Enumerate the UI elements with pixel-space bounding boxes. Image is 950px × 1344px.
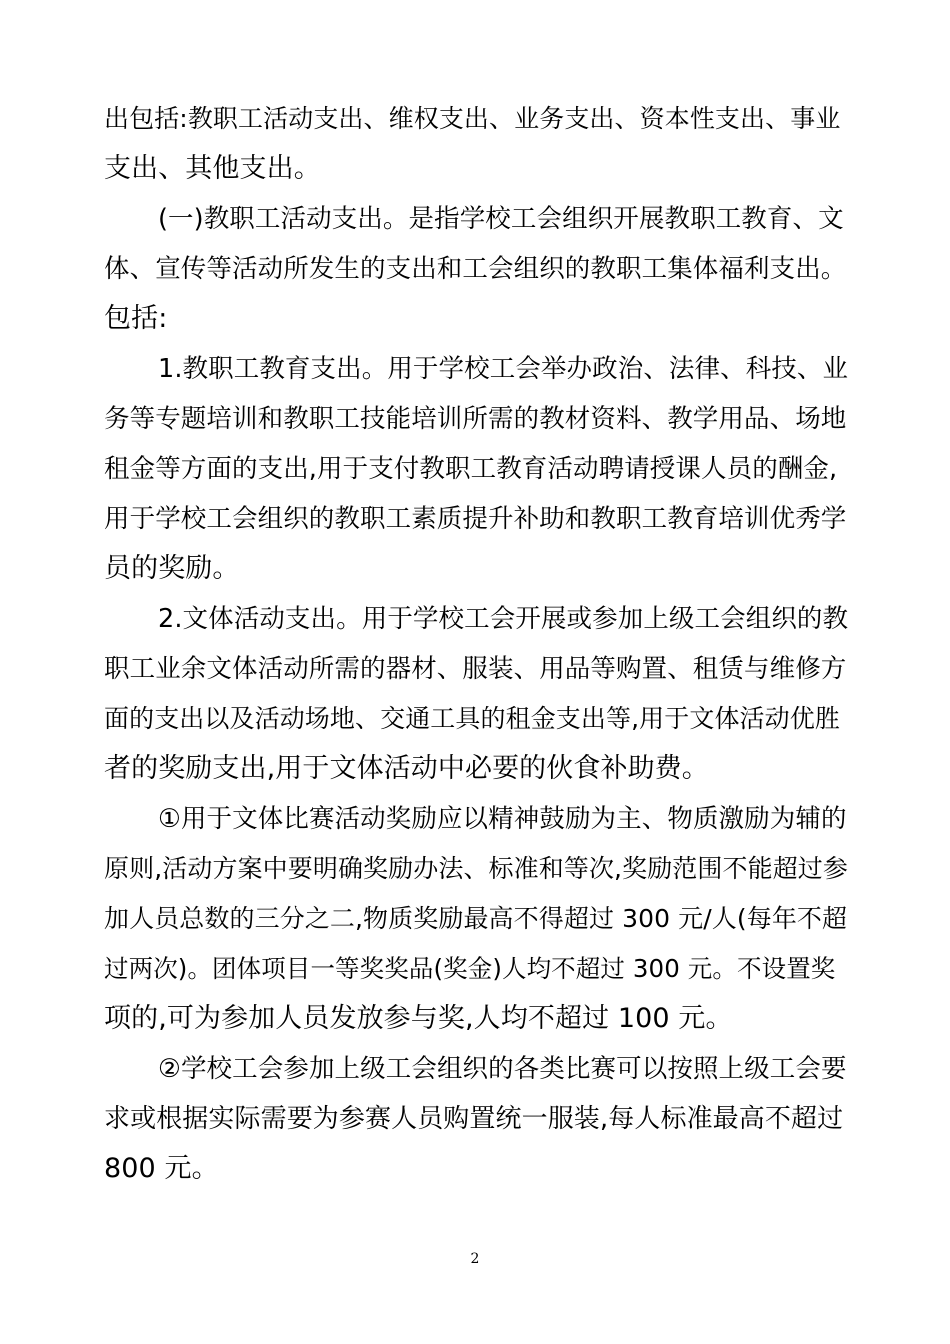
paragraph-line: 者的奖励支出,用于文体活动中必要的伙食补助费。 xyxy=(104,753,709,784)
paragraph-line: 加人员总数的三分之二,物质奖励最高不得超过 300 元/人(每年不超 xyxy=(104,904,848,933)
paragraph-line: 800 元。 xyxy=(104,1153,219,1184)
paragraph-line: 支出、其他支出。 xyxy=(104,153,321,184)
paragraph-line: 过两次)。团体项目一等奖奖品(奖金)人均不超过 300 元。不设置奖 xyxy=(104,954,836,983)
paragraph-line: 包括: xyxy=(104,303,168,334)
list-item-line: 2.文体活动支出。用于学校工会开展或参加上级工会组织的教 xyxy=(158,604,849,634)
paragraph-line: 职工业余文体活动所需的器材、服装、用品等购置、租赁与维修方 xyxy=(104,654,847,684)
list-item-line: 1.教职工教育支出。用于学校工会举办政治、法律、科技、业 xyxy=(158,354,849,384)
paragraph-line: 求或根据实际需要为参赛人员购置统一服装,每人标准最高不超过 xyxy=(104,1104,844,1134)
paragraph-line: 用于学校工会组织的教职工素质提升补助和教职工教育培训优秀学 xyxy=(104,504,847,534)
paragraph-line: 面的支出以及活动场地、交通工具的租金支出等,用于文体活动优胜 xyxy=(104,704,840,733)
paragraph-line: 原则,活动方案中要明确奖励办法、标准和等次,奖励范围不能超过参 xyxy=(104,854,848,883)
page-number: 2 xyxy=(470,1251,480,1267)
sub-item-line: ①用于文体比赛活动奖励应以精神鼓励为主、物质激励为辅的 xyxy=(158,804,847,834)
paragraph-line: 员的奖励。 xyxy=(104,553,240,584)
paragraph-line: 体、宣传等活动所发生的支出和工会组织的教职工集体福利支出。 xyxy=(104,254,847,284)
paragraph-line: 租金等方面的支出,用于支付教职工教育活动聘请授课人员的酬金, xyxy=(104,454,838,484)
sub-item-line: ②学校工会参加上级工会组织的各类比赛可以按照上级工会要 xyxy=(158,1054,847,1084)
paragraph-line: 出包括:教职工活动支出、维权支出、业务支出、资本性支出、事业 xyxy=(104,104,841,133)
paragraph-line: 务等专题培训和教职工技能培训所需的教材资料、教学用品、场地 xyxy=(104,404,847,434)
paragraph-line: 项的,可为参加人员发放参与奖,人均不超过 100 元。 xyxy=(104,1003,733,1034)
section-heading-line: (一)教职工活动支出。是指学校工会组织开展教职工教育、文 xyxy=(158,204,844,234)
